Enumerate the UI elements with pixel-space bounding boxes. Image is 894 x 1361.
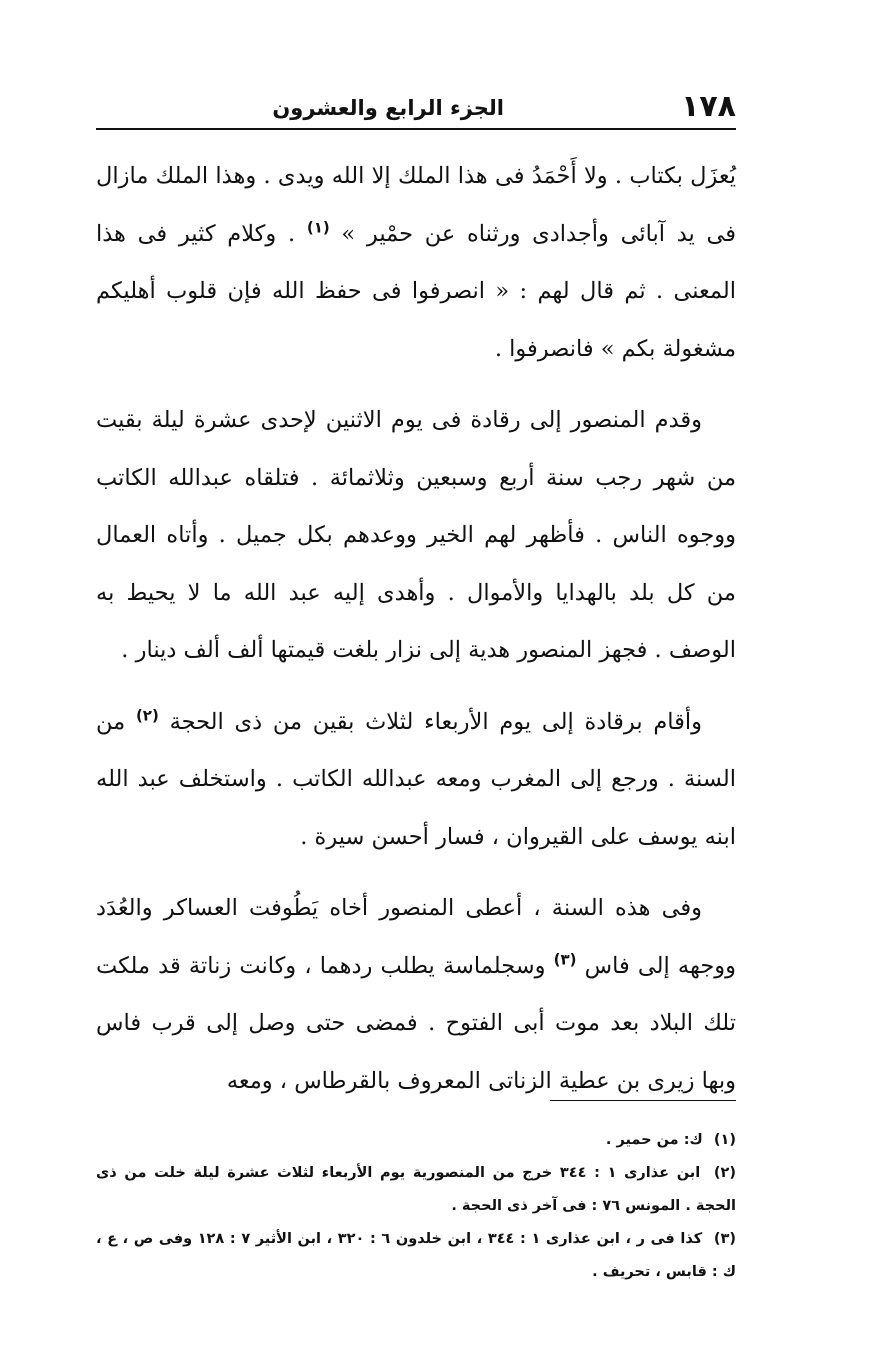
footnote-1-number: (١) [713, 1132, 736, 1148]
paragraph-3-text-b: من السنة . ورجع إلى المغرب ومعه عبدالله الكاتب . واستخلف عبد الله ابنه يوسف على القيروان ، فسار أحسن سيرة . [96, 708, 736, 850]
paragraph-1-text-a: يُعزَل بكتاب . ولا أَحْمَدُ فى هذا الملك إلا الله ويدى . وهذا الملك مازال فى يد آبائى وأجدادى ورثناه عن حمْير » [96, 163, 736, 247]
footnote-marker-1[interactable]: (١) [306, 218, 330, 236]
paragraph-3-text-a: وأقام برقادة إلى يوم الأربعاء لثلاث بقين من ذى الحجة [169, 708, 702, 735]
footnote-3 [96, 1223, 736, 1289]
footnote-separator [550, 1100, 736, 1101]
footnote-1 [96, 1124, 736, 1157]
paragraph-4-text-a: وفى هذه السنة ، أعطى المنصور أخاه يَطُوفت العساكر والعُدَد ووجهه إلى فاس [96, 895, 736, 979]
page-number: ١٧٨ [681, 89, 736, 124]
running-title: الجزء الرابع والعشرون [272, 96, 504, 120]
paragraph-4-text-b: وسجلماسة يطلب ردهما ، وكانت زناتة قد ملكت تلك البلاد بعد موت أبى الفتوح . فمضى حتى وصل إلى قرب فاس وبها زيرى بن عطية الزناتى المعروف بالقرطاس ، ومعه [96, 952, 736, 1094]
paragraph-1 [96, 148, 736, 378]
footnote-marker-2[interactable]: (٢) [135, 706, 159, 724]
running-header [96, 72, 736, 130]
footnotes-section [96, 1124, 736, 1289]
paragraph-4 [96, 880, 736, 1110]
footnote-3-number: (٣) [713, 1231, 736, 1247]
paragraph-1-text-b: . وكلام كثير فى هذا المعنى . ثم قال لهم : « انصرفوا فى حفظ الله فإن قلوب أهليكم مشغولة بكم » فانصرفوا . [96, 220, 736, 362]
paragraph-2 [96, 392, 736, 680]
body-text [96, 148, 736, 1110]
paragraph-3 [96, 694, 736, 867]
footnote-1-text: ك: من حمير . [605, 1132, 703, 1148]
book-page [96, 72, 736, 1312]
footnote-2-number: (٢) [713, 1165, 736, 1181]
footnote-2-text: ابن عذارى ١ : ٣٤٤ خرج من المنصورية يوم الأربعاء لثلاث عشرة ليلة خلت من ذى الحجة . المونس ٧٦ : فى آخر ذى الحجة . [96, 1165, 736, 1214]
paragraph-2-text: وقدم المنصور إلى رقادة فى يوم الاثنين لإحدى عشرة ليلة بقيت من شهر رجب سنة أربع وسبعين وثلاثمائة . فتلقاه عبدالله الكاتب ووجوه الناس . فأظهر لهم الخير ووعدهم بكل جميل . وأتاه العمال من كل بلد بالهدايا والأموال . وأهدى إليه عبد الله ما لا يحيط به الوصف . فجهز المنصور هدية إلى نزار بلغت قيمتها ألف ألف دينار . [96, 407, 736, 663]
footnote-3-text: كذا فى ر ، ابن عذارى ١ : ٣٤٤ ، ابن خلدون ٦ : ٣٢٠ ، ابن الأثير ٧ : ١٢٨ وفى ص ، ع ، ك : قابس ، تحريف . [96, 1231, 736, 1280]
footnote-2 [96, 1157, 736, 1223]
footnote-marker-3[interactable]: (٣) [553, 950, 577, 968]
